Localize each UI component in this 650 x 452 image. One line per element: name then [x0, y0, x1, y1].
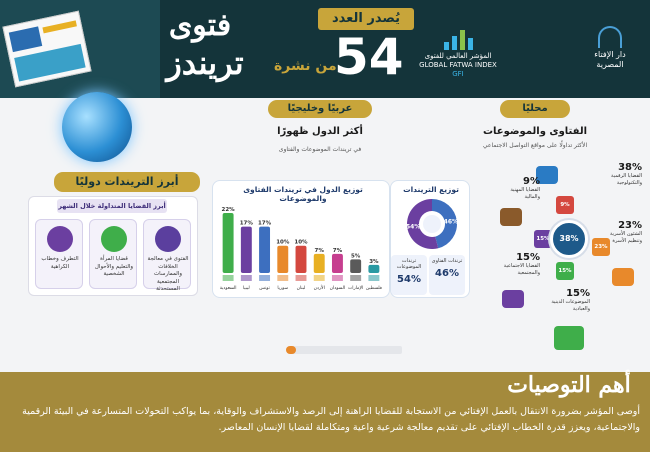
flag-icon — [314, 275, 325, 281]
local-name: القضايا المهنية والمالية — [510, 187, 540, 200]
gfi-logo — [418, 28, 498, 88]
bar-chart-icon — [442, 28, 478, 50]
intl-card — [89, 219, 137, 289]
globe-icon — [62, 92, 132, 162]
woman-icon — [101, 226, 127, 252]
dar-logo — [580, 26, 640, 86]
category-label: السعودية — [219, 286, 237, 291]
intl-card-text: قضايا المرأة والتعليم والأحوال الشخصية — [94, 256, 134, 277]
issue-suffix: من نشرة — [274, 58, 337, 74]
dar-name: دار الإفتاء المصرية — [594, 50, 626, 69]
local-pill: محليًا — [500, 100, 570, 118]
bar — [277, 246, 288, 273]
recommendations-title: أهم التوصيات — [507, 372, 631, 398]
flag-icon — [368, 275, 379, 281]
briefcase-icon — [500, 208, 522, 226]
local-item — [546, 288, 590, 312]
trend-legend-fatwas — [429, 255, 465, 295]
dome-icon — [598, 26, 622, 48]
local-pct: 23% — [618, 220, 642, 231]
category-label: فلسطين — [365, 286, 382, 291]
megaphone-icon — [47, 226, 73, 252]
flag-icon — [223, 275, 234, 281]
chart-title: توزيع الدول في تريندات الفتاوى والموضوعات — [243, 185, 363, 203]
local-name: الشئون الأسرية وتنظيم الأسرة — [610, 231, 642, 244]
segment-badge: 9% — [556, 196, 574, 214]
source-icon — [286, 346, 296, 354]
regional-subtitle: في تريندات الموضوعات والفتاوى — [278, 146, 362, 153]
trend-panel — [390, 180, 470, 298]
bar-label: 5% — [350, 253, 361, 260]
family-icon — [612, 268, 634, 286]
category-label: السودان — [329, 286, 346, 291]
local-item — [598, 162, 642, 186]
local-pct: 38% — [618, 162, 642, 173]
category-label: ليبيا — [242, 286, 250, 291]
issue-label: يُصدر العدد — [318, 8, 414, 30]
gfi-name-en: GLOBAL FATWA INDEX — [419, 61, 497, 69]
intl-card — [143, 219, 191, 292]
flag-icon — [241, 275, 252, 281]
title-line2: تريندز — [166, 44, 244, 82]
bar — [259, 227, 270, 273]
flag-icon — [332, 275, 343, 281]
footer-line — [290, 346, 402, 354]
bar-label: 3% — [369, 258, 379, 265]
bar — [368, 265, 379, 273]
bar-label: 10% — [276, 239, 290, 246]
slice-label: 54% — [405, 223, 421, 231]
bar-label: 7% — [314, 247, 324, 254]
bar-label: 7% — [332, 247, 343, 254]
local-item — [496, 252, 540, 276]
segment-badge: 15% — [556, 262, 574, 280]
local-title: الفتاوى والموضوعات — [482, 126, 588, 137]
country-chart-panel — [212, 180, 390, 298]
mosque-icon — [155, 226, 181, 252]
intl-panel — [28, 196, 198, 296]
intl-card-text: الفتوى في معالجة الخلافات والممارسات المجتمعية المستحدثة — [147, 256, 189, 292]
bar-label: 17% — [239, 220, 253, 227]
local-subtitle: الأكثر تداولًا على مواقع التواصل الاجتماعي — [482, 142, 588, 149]
bar-label: 17% — [257, 220, 272, 227]
flag-icon — [277, 275, 288, 281]
bar-label: 10% — [294, 239, 308, 246]
intl-card — [35, 219, 83, 289]
local-name: القضايا الرقمية والتكنولوجية — [611, 173, 642, 186]
center-value: 38% — [559, 234, 579, 243]
bar — [332, 254, 343, 273]
legend-label: ترندات الفتاوى — [431, 258, 463, 264]
people-icon — [502, 290, 524, 308]
donut-chart — [405, 197, 459, 251]
trend-title: توزيع التريندات — [403, 185, 459, 194]
intl-card-text: التطرف وخطاب الكراهية — [41, 256, 79, 270]
local-name: القضايا الاجتماعية والمجتمعية — [503, 263, 540, 276]
flag-icon — [259, 275, 270, 281]
category-label: الإمارات — [348, 286, 364, 291]
category-label: لبنان — [296, 286, 306, 291]
category-label: سوريا — [277, 286, 289, 291]
flag-icon — [350, 275, 361, 281]
local-pct: 9% — [523, 176, 540, 187]
chart-icon — [423, 215, 441, 233]
segment-badge: 23% — [592, 238, 610, 256]
recommendations-body: أوصى المؤشر بضرورة الانتقال بالعمل الإفتائي من الاستجابة للقضايا الراهنة إلى الرصد والاستشراف والوقاية، بما يواكب التحولات المتسارعة في البيئة الرقمية والاجتماعية، ويعزز قدرة الخطاب الإفتائي على تقديم معالجة شرعية واعية ومتكاملة لقضايا الإنسان المعاصر. — [22, 406, 640, 433]
segment-badge: 15% — [534, 230, 552, 248]
intl-pill: أبرز التريندات دوليًا — [54, 172, 200, 192]
bar — [241, 227, 252, 273]
local-item — [496, 176, 540, 200]
slice-label: 46% — [443, 218, 459, 226]
local-panel — [496, 162, 642, 358]
legend-label: ترندات الموضوعات — [396, 258, 422, 270]
regional-title: أكثر الدول ظهورًا — [277, 126, 363, 137]
bar — [350, 259, 361, 273]
header — [0, 0, 650, 98]
local-pct: 15% — [566, 288, 590, 299]
legend-value: 54% — [397, 274, 421, 285]
category-label: تونس — [259, 286, 270, 291]
local-center-badge — [550, 220, 588, 258]
legend-value: 46% — [435, 268, 459, 279]
bar-label: 22% — [221, 207, 235, 213]
local-name: الموضوعات الدينية والعبادية — [551, 299, 590, 312]
category-label: الأردن — [313, 286, 325, 291]
trend-legend-topics — [391, 255, 427, 295]
issue-number: 54 — [334, 28, 404, 86]
local-pct: 15% — [516, 252, 540, 263]
gfi-name: المؤشر العالمي للفتوى — [424, 52, 492, 60]
bar-chart — [213, 195, 389, 295]
gfi-abbr: GFI — [452, 70, 464, 78]
bar — [314, 254, 325, 273]
bar — [296, 246, 307, 273]
title-line1: فتوى — [168, 8, 232, 43]
bar — [223, 213, 234, 273]
flag-icon — [296, 275, 307, 281]
regional-pill: عربيًا وخليجيًا — [268, 100, 372, 118]
intl-heading: أبرز القضايا المتداولة خلال الشهر — [57, 199, 167, 213]
mosque-icon — [554, 326, 584, 350]
